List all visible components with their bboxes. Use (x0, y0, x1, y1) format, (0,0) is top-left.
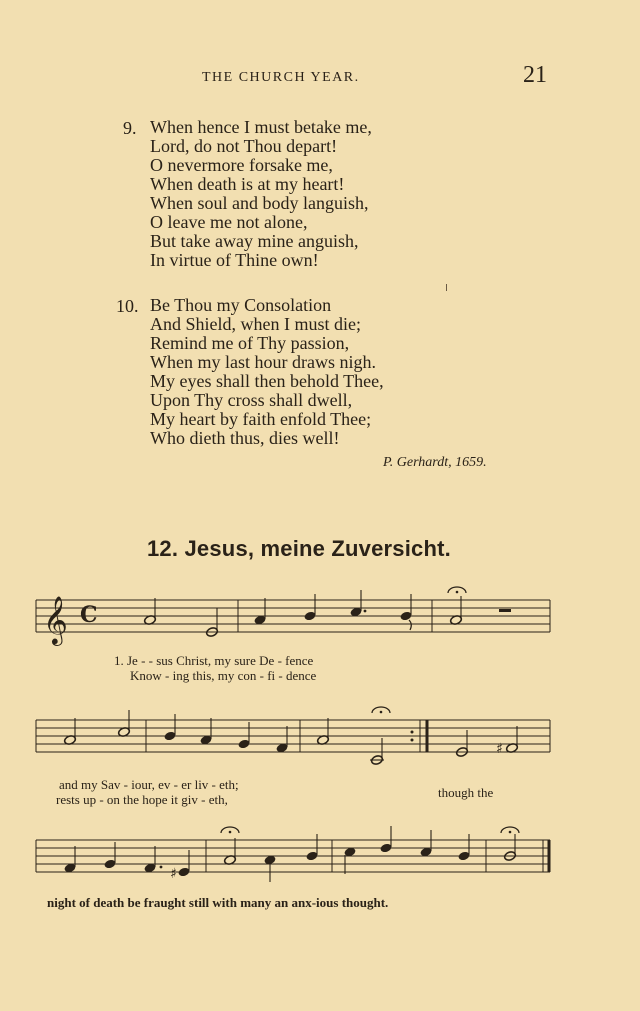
verse-9-text (150, 118, 372, 270)
svg-text:♯: ♯ (170, 866, 177, 882)
verse-line: When soul and body languish, (150, 193, 369, 213)
music-staff-3 (34, 830, 554, 890)
verse-10-text (150, 296, 384, 448)
running-title: THE CHURCH YEAR. (202, 70, 360, 85)
stray-mark (446, 284, 447, 291)
svg-text:C: C (80, 602, 98, 628)
verse-line: And Shield, when I must die; (150, 314, 361, 334)
verse-line: My eyes shall then behold Thee, (150, 371, 384, 391)
lyrics-system-1-line-1: 1. Je - - sus Christ, my sure De - fence (114, 653, 314, 668)
hymn-attribution: P. Gerhardt, 1659. (383, 455, 487, 470)
lyrics-system-2-line-2: rests up - on the hope it giv - eth, (56, 792, 228, 807)
verse-line: O nevermore forsake me, (150, 155, 333, 175)
svg-text:♯: ♯ (496, 741, 503, 757)
verse-line: When my last hour draws nigh. (150, 352, 376, 372)
lyrics-system-2-line-1: and my Sav - iour, ev - er liv - eth; (59, 777, 239, 792)
lyrics-system-2-side: though the (438, 785, 494, 800)
verse-line: When hence I must betake me, (150, 117, 372, 137)
verse-line: Upon Thy cross shall dwell, (150, 390, 353, 410)
hymn-title: 12. Jesus, meine Zuversicht. (147, 536, 451, 561)
verse-line: In virtue of Thine own! (150, 250, 319, 270)
lyrics-system-1-line-2: Know - ing this, my con - fi - dence (130, 668, 317, 683)
verse-line: Remind me of Thy passion, (150, 333, 350, 353)
verse-line: My heart by faith enfold Thee; (150, 409, 372, 429)
verse-line: Who dieth thus, dies well! (150, 428, 340, 448)
verse-line: Lord, do not Thou depart! (150, 136, 338, 156)
lyrics-system-3-line-1: night of death be fraught still with many an anx-ious thought. (47, 895, 389, 910)
verse-line: When death is at my heart! (150, 174, 345, 194)
verse-line: Be Thou my Consolation (150, 295, 332, 315)
verse-number-10: 10. (116, 296, 139, 316)
music-staff-1 (34, 590, 554, 650)
verse-line: But take away mine anguish, (150, 231, 359, 251)
verse-line: O leave me not alone, (150, 212, 308, 232)
svg-text:𝄞: 𝄞 (43, 595, 68, 644)
verse-number-9: 9. (123, 118, 137, 138)
page-number: 21 (523, 62, 547, 88)
music-staff-2 (34, 710, 554, 780)
